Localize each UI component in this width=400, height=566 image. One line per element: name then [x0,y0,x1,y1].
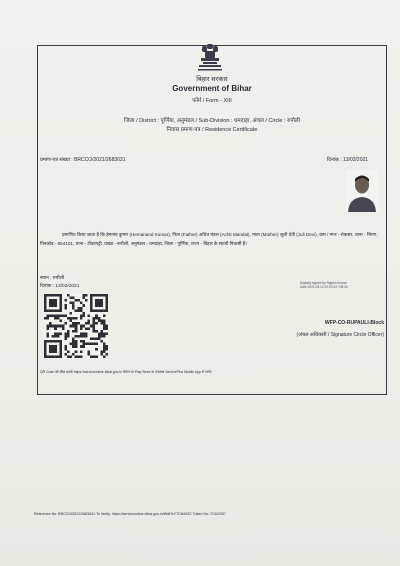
digital-signature-signer: Digitally signed by Rajesh Kumar [300,281,347,285]
government-title: Government of Bihar [172,84,252,93]
state-name-hindi: बिहार सरकार [196,76,228,83]
person-photo-icon [345,170,379,212]
location-line: जिला / District : पूर्णिया, अनुमंडल / Sub-Division : धमदाहा, अंचल / Circle : रुपौली [123,118,301,124]
qr-code-icon [42,294,110,358]
ashoka-emblem-icon [196,43,224,73]
form-number: फॉर्म / Form - XIII [192,98,232,104]
digital-signature [300,281,348,289]
certificate-number: प्रमाण-पत्र संख्या : BRCCO/2021/2683631 [40,157,126,163]
issue-date: दिनांक : 13/03/2021 [327,157,369,163]
reference-footer: Reference No: BRCCO/2021/2683631 To Verify: https://serviceonline.bihar.gov.in/WdtTcYTC64X3C Token No: 7C64X3C [34,512,226,516]
certificate-title: निवास प्रमाण-पत्र / Residence Certificate [166,127,258,133]
digital-signature-date: Date:2021.03.13 00:23:24 +05:30 [300,285,348,290]
certificate-body: प्रमाणित किया जाता है कि हेमानंद कुमार (Hemanand Kumar), पिता (Father) अचित मंडल (Achit Mandal), माता (Mother) जुली देवी (Juli Devi), ग्राम / नगर - रोकसर, थाना - भिरण, पिनकोड - 854101, थाना - टीकापट्टी, प्रखंड - रुपौली, अनुमंडल - धमदाहा, जिला - पूर्णिया, राज्य - बिहार के स्थायी निवासी हैं। [40,232,378,246]
qr-verification-note: QR Code को स्कैन करके https://serviceonline.bihar.gov.in पोर्टल पर Play Store या उपलब्ध ServicePlus Mobile App से जांचें। [40,370,212,374]
applicant-photo [345,170,379,212]
place-line: स्थान : रुपौली [40,276,65,281]
signed-date: दिनांक : 13/03/2021 [40,284,80,289]
officer-block-code: WFP-CO-RUPAULI-Block [324,320,384,326]
officer-signature-title: (अंचल अधिकारी / Signature Circle Officer) [296,332,384,338]
